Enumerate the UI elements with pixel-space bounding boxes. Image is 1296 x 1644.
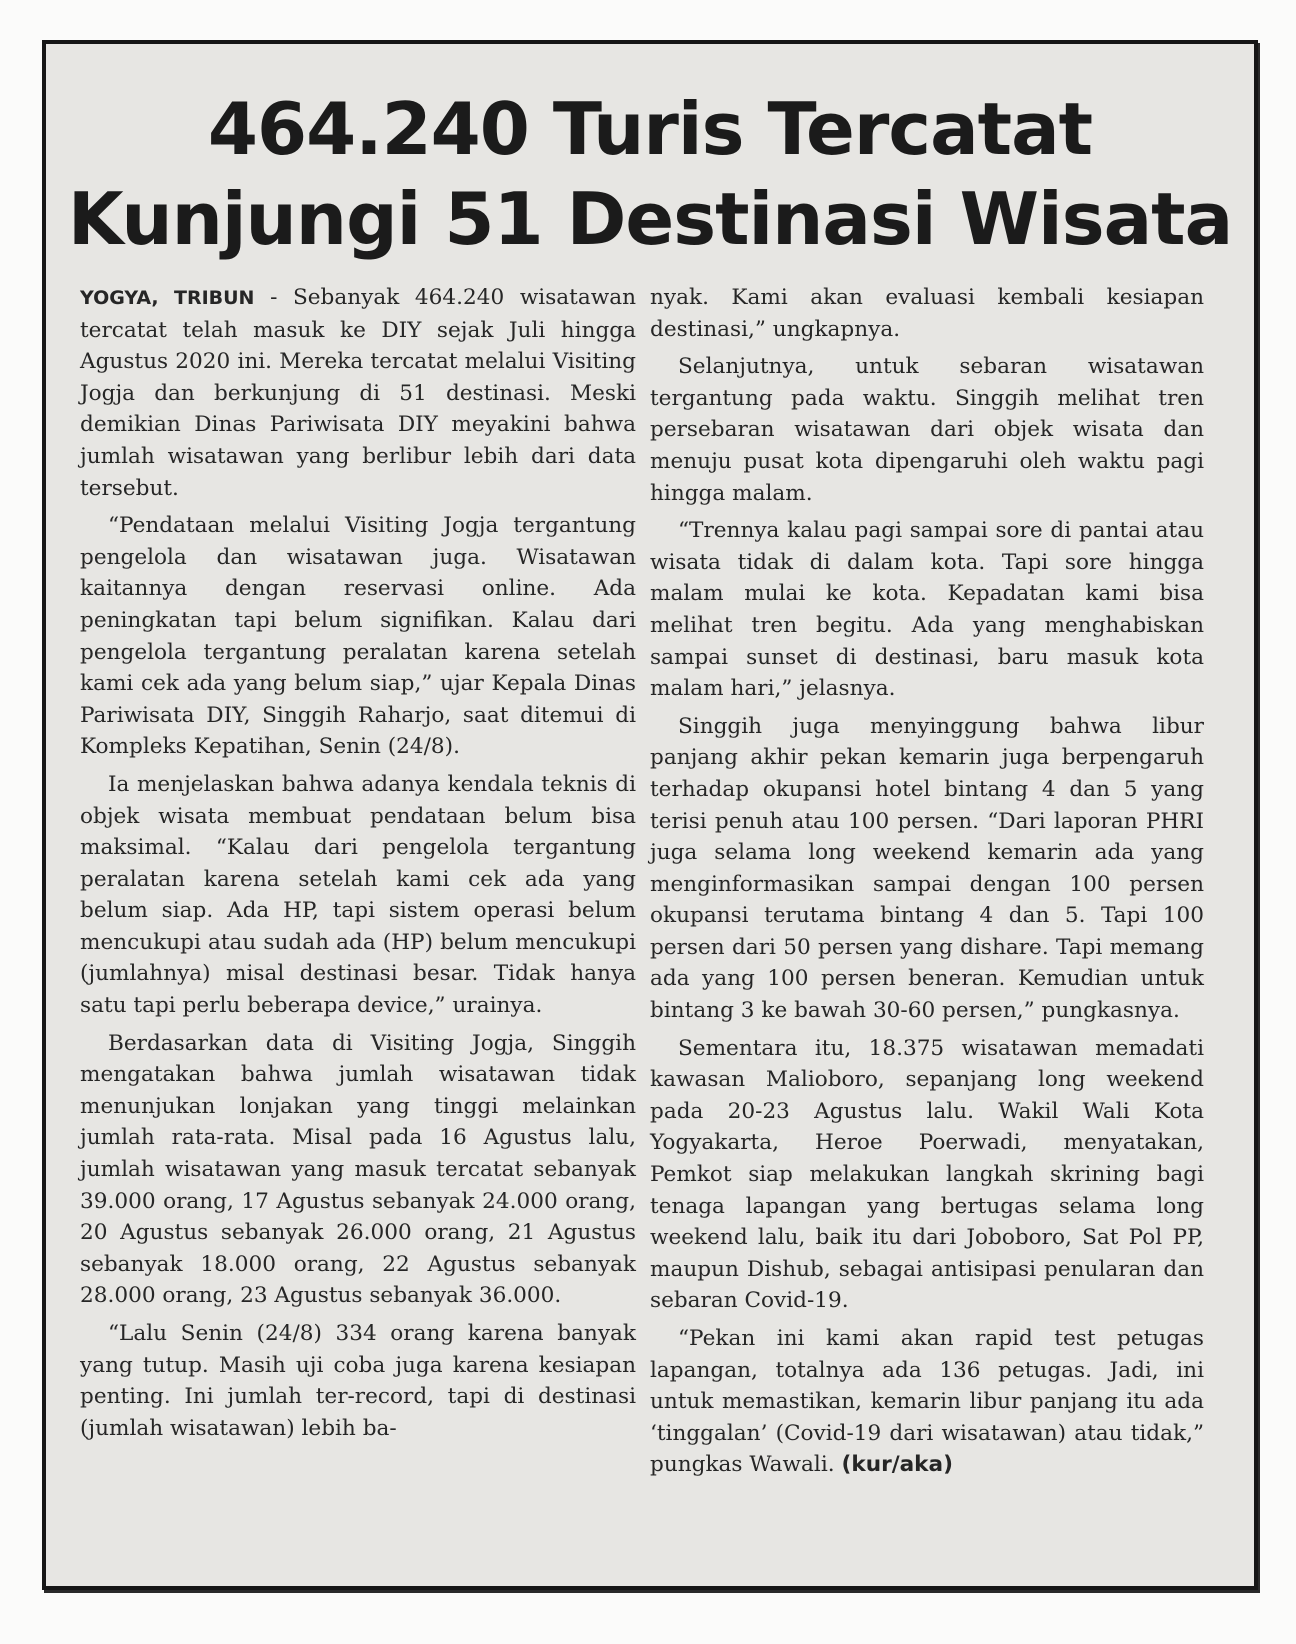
headline-line-2: Kunjungi 51 Destinasi Wisata: [67, 177, 1233, 261]
paragraph: Sementara itu, 18.375 wisatawan memadati kawasan Malioboro, sepanjang long weekend pada 20-23 Agustus lalu. Wakil Wali Kota Yogyakarta, Heroe Poerwadi, menyatakan, Pemkot siap melakukan langkah skrining bagi tenaga lapangan yang bertugas selama long weekend lalu, baik itu dari Joboboro, Sat Pol PP, maupun Dishub, sebagai antisipasi penularan dan sebaran Covid-19.: [650, 1035, 1204, 1314]
paragraph: “Lalu Senin (24/8) 334 orang karena banyak yang tutup. Masih uji coba juga karena kesiapan penting. Ini jumlah ter-record, tapi di destinasi (jumlah wisatawan) lebih ba-: [80, 1321, 636, 1441]
left-column: [80, 282, 636, 1450]
paragraph: “Pendataan melalui Visiting Jogja tergantung pengelola dan wisatawan juga. Wisatawan kaitannya dengan reservasi online. Ada peningkatan tapi belum signifikan. Kalau dari pengelola tergantung peralatan karena setelah kami cek ada yang belum siap,” ujar Kepala Dinas Pariwisata DIY, Singgih Raharjo, saat ditemui di Kompleks Kepatihan, Senin (24/8).: [80, 513, 636, 760]
headline-line-1: 464.240 Turis Tercatat: [207, 87, 1093, 171]
dateline: YOGYA, TRIBUN: [80, 287, 255, 309]
author-credit: (kur/aka): [841, 1452, 953, 1478]
lead-paragraph: [80, 282, 636, 504]
headline: [46, 84, 1254, 264]
paragraph: Singgih juga menyinggung bahwa libur panjang akhir pekan kemarin juga berpengaruh terhadap okupansi hotel bintang 4 dan 5 yang terisi penuh atau 100 persen. “Dari laporan PHRI juga selama long weekend kemarin ada yang menginformasikan sampai dengan 100 persen okupansi terutama bintang 4 dan 5. Tapi 100 persen dari 50 persen yang dishare. Tapi memang ada yang 100 persen beneran. Kemudian untuk bintang 3 ke bawah 30-60 persen,” pungkasnya.: [650, 713, 1204, 1024]
closing-text: “Pekan ini kami akan rapid test petugas lapangan, totalnya ada 136 petugas. Jadi, ini untuk memastikan, kemarin libur panjang itu ada ‘tinggalan’ (Covid-19 dari wisatawan) atau tidak,” pungkas Wawali.: [650, 1326, 1204, 1478]
continued-paragraph: nyak. Kami akan evaluasi kembali kesiapan destinasi,” ungkapnya.: [650, 285, 1204, 342]
right-column: [650, 282, 1204, 1487]
paragraph: Ia menjelaskan bahwa adanya kendala teknis di objek wisata membuat pendataan belum bisa maksimal. “Kalau dari pengelola tergantung peralatan karena setelah kami cek ada yang belum siap. Ada HP, tapi sistem operasi belum mencukupi atau sudah ada (HP) belum mencukupi (jumlahnya) misal destinasi besar. Tidak hanya satu tapi perlu beberapa device,” urainya.: [80, 771, 636, 1019]
newspaper-clipping: [42, 40, 1258, 1590]
paragraph: “Trennya kalau pagi sampai sore di pantai atau wisata tidak di dalam kota. Tapi sore hingga malam mulai ke kota. Kepadatan kami bisa melihat tren begitu. Ada yang menghabiskan sampai sunset di destinasi, baru masuk kota malam hari,” jelasnya.: [650, 518, 1204, 702]
paragraph: Berdasarkan data di Visiting Jogja, Singgih mengatakan bahwa jumlah wisatawan tidak menunjukan lonjakan yang tinggi melainkan jumlah rata-rata. Misal pada 16 Agustus lalu, jumlah wisatawan yang masuk tercatat sebanyak 39.000 orang, 17 Agustus sebanyak 24.000 orang, 20 Agustus sebanyak 26.000 orang, 21 Agustus sebanyak 18.000 orang, 22 Agustus sebanyak 28.000 orang, 23 Agustus sebanyak 36.000.: [80, 1030, 636, 1309]
lead-text: - Sebanyak 464.240 wisatawan tercatat telah masuk ke DIY sejak Juli hingga Agustus 2020 ini. Mereka tercatat melalui Visiting Jogja dan berkunjung di 51 destinasi. Meski demikian Dinas Pariwisata DIY meyakini bahwa jumlah wisatawan yang berlibur lebih dari data tersebut.: [80, 285, 636, 501]
closing-paragraph: [650, 1323, 1204, 1481]
paragraph: Selanjutnya, untuk sebaran wisatawan tergantung pada waktu. Singgih melihat tren persebaran wisatawan dari objek wisata dan menuju pusat kota dipengaruhi oleh waktu pagi hingga malam.: [650, 354, 1204, 506]
